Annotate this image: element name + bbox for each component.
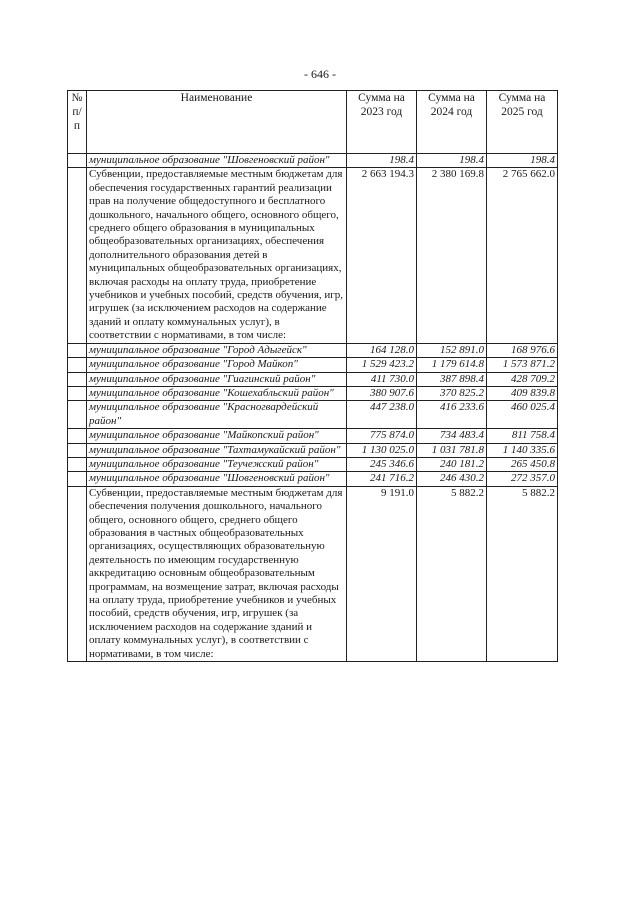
row-sum-2023: 1 130 025.0: [347, 443, 417, 457]
row-num: [68, 386, 87, 400]
table-row: [68, 486, 558, 661]
row-sum-2023: 198.4: [347, 154, 417, 168]
row-num: [68, 486, 87, 661]
row-name: муниципальное образование "Майкопский район": [87, 429, 347, 443]
table-body: [68, 154, 558, 662]
row-sum-2024: 734 483.4: [417, 429, 487, 443]
row-num: [68, 358, 87, 372]
row-num: [68, 472, 87, 486]
row-sum-2025: 265 450.8: [487, 457, 558, 471]
table-row: [68, 168, 558, 343]
row-num: [68, 372, 87, 386]
row-num: [68, 443, 87, 457]
row-sum-2023: 241 716.2: [347, 472, 417, 486]
table-row: [68, 154, 558, 168]
row-name: муниципальное образование "Шовгеновский район": [87, 154, 347, 168]
row-sum-2025: 2 765 662.0: [487, 168, 558, 343]
row-sum-2024: 198.4: [417, 154, 487, 168]
row-name: муниципальное образование "Теучежский район": [87, 457, 347, 471]
table-row: [68, 401, 558, 429]
row-num: [68, 429, 87, 443]
table-row: [68, 372, 558, 386]
page-number: - 646 -: [304, 67, 336, 81]
row-sum-2023: 9 191.0: [347, 486, 417, 661]
row-num: [68, 457, 87, 471]
row-sum-2025: 460 025.4: [487, 401, 558, 429]
row-name: муниципальное образование "Город Адыгейск": [87, 343, 347, 357]
row-sum-2025: 1 573 871.2: [487, 358, 558, 372]
row-sum-2024: 2 380 169.8: [417, 168, 487, 343]
row-sum-2024: 246 430.2: [417, 472, 487, 486]
row-sum-2023: 1 529 423.2: [347, 358, 417, 372]
row-name: муниципальное образование "Гиагинский район": [87, 372, 347, 386]
table-row: [68, 457, 558, 471]
row-name: муниципальное образование "Город Майкоп": [87, 358, 347, 372]
row-sum-2023: 164 128.0: [347, 343, 417, 357]
table-row: [68, 358, 558, 372]
row-sum-2024: 1 031 781.8: [417, 443, 487, 457]
header-num: № п/п: [68, 91, 87, 154]
table-row: [68, 386, 558, 400]
row-sum-2023: 245 346.6: [347, 457, 417, 471]
header-name: Наименование: [87, 91, 347, 154]
row-sum-2024: 370 825.2: [417, 386, 487, 400]
row-name: муниципальное образование "Шовгеновский район": [87, 472, 347, 486]
row-sum-2025: 409 839.8: [487, 386, 558, 400]
row-num: [68, 168, 87, 343]
row-sum-2025: 198.4: [487, 154, 558, 168]
row-name: муниципальное образование "Кошехабльский район": [87, 386, 347, 400]
row-sum-2023: 2 663 194.3: [347, 168, 417, 343]
row-sum-2023: 411 730.0: [347, 372, 417, 386]
row-sum-2025: 1 140 335.6: [487, 443, 558, 457]
row-sum-2024: 240 181.2: [417, 457, 487, 471]
row-sum-2024: 5 882.2: [417, 486, 487, 661]
row-sum-2024: 1 179 614.8: [417, 358, 487, 372]
row-sum-2023: 775 874.0: [347, 429, 417, 443]
row-sum-2024: 152 891.0: [417, 343, 487, 357]
row-sum-2025: 168 976.6: [487, 343, 558, 357]
table-row: [68, 443, 558, 457]
budget-table: [67, 90, 558, 662]
table-row: [68, 472, 558, 486]
row-sum-2023: 380 907.6: [347, 386, 417, 400]
header-2025: Сумма на 2025 год: [487, 91, 558, 154]
row-sum-2023: 447 238.0: [347, 401, 417, 429]
row-sum-2024: 387 898.4: [417, 372, 487, 386]
row-num: [68, 343, 87, 357]
header-2023: Сумма на 2023 год: [347, 91, 417, 154]
table-header-row: [68, 91, 558, 154]
row-name: Субвенции, предоставляемые местным бюджетам для обеспечения государственных гарантий реализации прав на получение общедоступного и бесплатного дошкольного, начального общего, основного общего, среднего общего образования в муниципальных общеобразовательных организациях, обеспечения дополнительного образования детей в муниципальных общеобразовательных организациях, включая расходы на оплату труда, приобретение учебников и учебных пособий, средств обучения, игр, игрушек (за исключением расходов на содержание зданий и оплату коммунальных услуг), в соответствии с нормативами, в том числе:: [87, 168, 347, 343]
table-row: [68, 343, 558, 357]
row-sum-2025: 428 709.2: [487, 372, 558, 386]
row-num: [68, 154, 87, 168]
row-sum-2025: 272 357.0: [487, 472, 558, 486]
row-name: Субвенции, предоставляемые местным бюджетам для обеспечения получения дошкольного, начального общего, основного общего, среднего общего образования в частных общеобразовательных организациях, осуществляющих образовательную деятельность по имеющим государственную аккредитацию основным общеобразовательным программам, на возмещение затрат, включая расходы на оплату труда, приобретение учебников и учебных пособий, средств обучения, игр, игрушек (за исключением расходов на содержание зданий и оплату коммунальных услуг), в соответствии с нормативами, в том числе:: [87, 486, 347, 661]
row-sum-2024: 416 233.6: [417, 401, 487, 429]
table-row: [68, 429, 558, 443]
row-sum-2025: 811 758.4: [487, 429, 558, 443]
header-2024: Сумма на 2024 год: [417, 91, 487, 154]
row-num: [68, 401, 87, 429]
row-sum-2025: 5 882.2: [487, 486, 558, 661]
row-name: муниципальное образование "Тахтамукайский район": [87, 443, 347, 457]
row-name: муниципальное образование "Красногвардейский район": [87, 401, 347, 429]
